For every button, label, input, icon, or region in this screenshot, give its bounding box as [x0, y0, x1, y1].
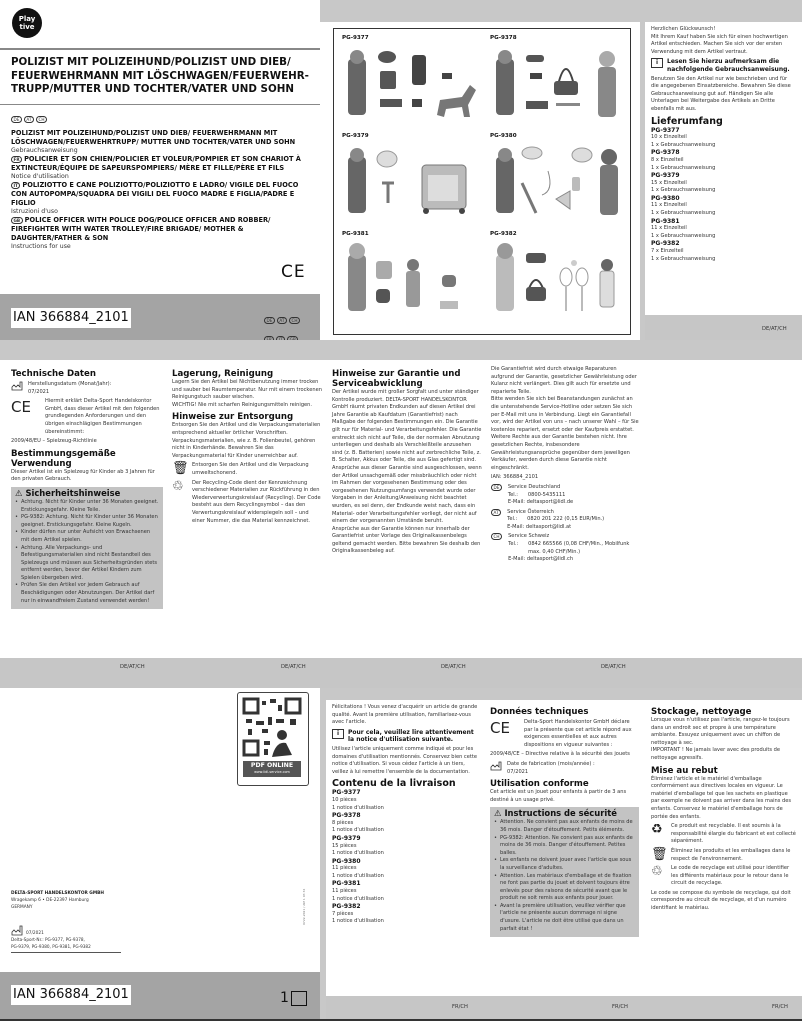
scope-item: 1 x Gebrauchsanweisung: [651, 164, 716, 171]
ce-row: [490, 719, 639, 749]
cover-sub-de: Gebrauchsanweisung: [11, 147, 78, 154]
cover-sub-gb: Instructions for use: [11, 243, 71, 250]
recycle-text: Der Recycling-Code dient der Kennzeichnung verschiedener Materialien zur Rückführung in den Wiederverwertungskreislauf (Recycling). Der Code besteht aus dem Recyclingsymbol – das den Verwertungskreislauf widerspiegeln soll – und einer Nummer, die das Material kennzeichnet.: [192, 479, 321, 524]
lang-badge: GB: [287, 336, 298, 340]
product-figures-image: [490, 45, 630, 131]
service-p2: Bitte wenden Sie sich bei Beanstandungen zunächst an die untenstehende Service-Hotline oder setzen Sie sich per E-Mail mit uns in Verbindung. Liegt ein Garantiefall vor, wird der Artikel von uns – nach unserer Wahl – für Sie kostenlos repariert, ersetzt oder der Kaufpreis erstattet. Weitere Rechte aus der Garantie bestehen nicht. Ihre gesetzlichen Rechte, insbesondere Gewährleistungsansprüche gegenüber dem jeweiligen Verkäufer, werden durch diese Garantie nicht eingeschränkt.: [491, 396, 639, 471]
model-numbers-1: Delta-Sport-Nr.: PG-9377, PG-9378,: [11, 937, 85, 942]
lang-badge: GB: [11, 217, 23, 224]
playtive-logo: [12, 8, 42, 38]
scope-item: 10 x Einzelteil: [651, 134, 687, 141]
factory-icon: [11, 381, 24, 391]
recycle-row: [172, 480, 322, 526]
lang-badges-de: [11, 109, 311, 128]
mfg-date-row: [11, 381, 163, 396]
lang-badge: AT: [24, 116, 34, 123]
scope-item: 10 pièces: [332, 796, 357, 803]
product-figures-image: [342, 45, 482, 131]
tel-label: Tel.:: [508, 541, 519, 548]
scope-item: 7 x Einzelteil: [651, 248, 684, 255]
de-intro-panel: [645, 22, 802, 340]
service-name: Service Schweiz: [508, 533, 550, 540]
ce-icon: CE: [490, 719, 510, 737]
scope-code: PG-9382: [651, 240, 680, 248]
product-code: PG-9378: [490, 35, 517, 41]
safety-item: • Les enfants ne doivent jouer avec l'article que sous la surveillance d'adultes.: [494, 857, 635, 872]
page-footer-lang: DE/AT/CH: [120, 664, 145, 670]
product-code: PG-9381: [342, 231, 369, 237]
product-cell: [490, 231, 630, 327]
lang-badge: IT: [276, 336, 285, 340]
cover-title-fr: POLICIER ET SON CHIEN/POLICIER ET VOLEUR/POMPIER ET SON CHARIOT À EXTINCTEUR/ÉQUIPE DE SAPEURSPOMPIERS/ MÈRE ET FILLE/PÈRE ET FILS: [11, 155, 301, 172]
safety-item: • Attention. Ne convient pas aux enfants de moins de 36 mois. Danger d'étouffement. Petits éléments.: [494, 819, 635, 834]
divider: [0, 48, 320, 50]
company-address: [11, 890, 161, 911]
product-code: PG-9377: [342, 35, 369, 41]
service-phone: 0800-5435111: [527, 491, 566, 498]
care-title: Stockage, nettoyage: [651, 707, 752, 717]
recycle-text-2: Le code se compose du symbole de recyclage, qui doit correspondre au circuit de recyclage, et d'un numéro identifiant le matériau.: [651, 889, 791, 912]
tech-title: Données techniques: [490, 707, 589, 717]
page-footer-lang: FR/CH: [772, 1004, 788, 1010]
scope-item: 15 x Einzelteil: [651, 179, 687, 186]
de-tech-column: [11, 366, 163, 609]
de-service-column: [491, 366, 641, 564]
brand-text: Play tive: [18, 15, 36, 31]
factory-icon: [490, 761, 503, 771]
page-footer-lang: DE/AT/CH: [601, 664, 626, 670]
scope-item: 1 notice d'utilisation: [332, 827, 384, 834]
service-phone: 0842 665566 (0,08 CHF/Min., Mobilfunk max. 0,40 CHF/Min.): [528, 541, 630, 555]
mfg-date: 07/2021: [507, 768, 529, 775]
scope-code: PG-9382: [332, 903, 361, 911]
tel-label: Tel.:: [507, 516, 518, 523]
recycle-row: [651, 865, 796, 888]
mfg-date-row: [490, 761, 639, 776]
pdf-online-label: [243, 761, 301, 777]
service-p1: Die Garantiefrist wird durch etwaige Reparaturen aufgrund der Garantie, gesetzlicher Gewährleistung oder Kulanz nicht verlängert. Dies gilt auch für ersetzte und reparierte Teile.: [491, 366, 637, 395]
care-warning: IMPORTANT ! Ne jamais laver avec des produits de nettoyage agressifs.: [651, 747, 780, 761]
care-text: Lorsque vous n'utilisez pas l'article, rangez-le toujours dans un endroit sec et propre à une température ambiante. Essuyez uniquement avec un chiffon de nettoyage à sec.: [651, 717, 790, 746]
company-country: GERMANY: [11, 905, 33, 910]
lang-badge: CH: [491, 533, 502, 540]
divider: [0, 104, 320, 105]
tel-label: Tel.:: [507, 491, 519, 498]
triman-text: Ce produit est recyclable. Il est soumis à la responsabilité élargie du fabricant et est collecté séparément.: [671, 823, 796, 845]
fr-care-panel: [645, 700, 802, 996]
service-email[interactable]: deltasport@lidl.de: [526, 499, 574, 506]
product-cell: [490, 35, 630, 131]
safety-box: [11, 487, 163, 609]
use-title: Utilisation conforme: [490, 779, 589, 790]
product-cell: [342, 133, 482, 229]
lang-badge: AT: [491, 509, 501, 516]
notice-row: [332, 729, 478, 744]
use-text: Cet article est un jouet pour enfants à partir de 3 ans destiné à un usage privé.: [490, 789, 627, 803]
product-figures-image: [342, 143, 482, 229]
service-email[interactable]: deltasport@lidl.at: [525, 523, 572, 530]
mail-label: E-Mail:: [507, 499, 525, 506]
cover-title-de: POLIZIST MIT POLIZEIHUND/POLIZIST UND DIEB/ FEUERWEHRMANN MIT LÖSCHWAGEN/FEUERWEHRTRUPP/ MUTTER UND TOCHTER/VATER UND SOHN: [11, 129, 296, 146]
cover-title-it: POLIZIOTTO E CANE POLIZIOTTO/POLIZIOTTO E LADRO/ VIGILE DEL FUOCO CON AUTOPOMPA/SQUADRA DEI VIGILI DEL FUOCO MADRE E FIGLIA/PADRE E FIGLIO: [11, 181, 299, 207]
warranty-p1: Der Artikel wurde mit großer Sorgfalt und unter ständiger Kontrolle produziert. DELTA-SPORT HANDELSKONTOR GmbH räumt privaten Endkunden auf diesen Artikel drei Jahre Garantie ab Kaufdatum (Garantiefrist) nach Maßgabe der folgenden Bestimmungen ein. Die Garantie gilt nur für Material- und Verarbeitungsfehler. Die Garantie erstreckt sich nicht auf Teile, die der normalen Abnutzung unterliegen und deshalb als Verschleißteile anzusehen sind (z. B. Batterien) sowie nicht auf zerbrechliche Teile, z. B. Schalter, Akkus oder Teile, die aus Glas gefertigt sind.: [332, 389, 482, 464]
disposal-text: Éliminez l'article et le matériel d'emballage conformément aux directives locales en vigueur. Le matériel d'emballage tel que les sachets en plastique par exemple ne doivent pas arriver dans les mains des enfants. Conservez le matériel d'emballage hors de portée des enfants.: [651, 775, 792, 820]
scope-code: PG-9380: [332, 857, 361, 865]
lang-badge: CH: [36, 116, 47, 123]
footer-band: [326, 996, 802, 1019]
scope-title: Contenu de la livraison: [332, 778, 456, 790]
product-figures-image: [490, 143, 630, 229]
product-code: PG-9380: [490, 133, 517, 139]
pdf-online-url[interactable]: www.lidl-service.com: [254, 770, 290, 774]
scope-item: 11 pièces: [332, 888, 357, 895]
scope-item: 1 x Gebrauchsanweisung: [651, 141, 716, 148]
lang-badge: CH: [289, 317, 300, 324]
scope-item: 11 x Einzelteil: [651, 202, 687, 209]
recycle-text: Le code de recyclage est utilisé pour identifier les différents matériaux pour le retour dans le circuit de recyclage.: [671, 865, 790, 887]
company-street: Wragekamp 6 • DE-22397 Hamburg: [11, 898, 89, 903]
info-book-icon: i: [651, 58, 663, 68]
mfg-label: Date de fabrication (mois/année) :: [507, 760, 595, 767]
scope-item: 8 pièces: [332, 819, 354, 826]
de-warranty-column: [332, 366, 482, 556]
triman-icon: ♻: [651, 822, 663, 838]
factory-icon: [11, 925, 25, 936]
product-figures-image: [490, 241, 630, 327]
contact-at: [491, 509, 641, 532]
scope-code: PG-9380: [651, 194, 680, 202]
scope-code: PG-9379: [332, 834, 361, 842]
cover-panel: [0, 0, 320, 340]
scope-item: 1 x Gebrauchsanweisung: [651, 232, 716, 239]
intro-greeting: Herzlichen Glückwunsch!: [651, 26, 716, 32]
mail-label: E-Mail:: [508, 556, 526, 563]
fr-intro-panel: [326, 700, 484, 996]
product-cell: [490, 133, 630, 229]
cover-title: POLIZIST MIT POLIZEIHUND/POLIZIST UND DIEB/ FEUERWEHRMANN MIT LÖSCHWAGEN/FEUERWEHR-TRUPP/MUTTER UND TOCHTER/VATER UND SOHN: [11, 56, 309, 95]
scope-item: 15 pièces: [332, 842, 357, 849]
intro-text: Félicitations ! Vous venez d'acquérir un article de grande qualité. Avant la première utilisation, familiarisez-vous avec l'article.: [332, 704, 478, 726]
scope-item: 11 x Einzelteil: [651, 225, 687, 232]
safety-item: • Kinder dürfen nur unter Aufsicht von Erwachsenen mit dem Artikel spielen.: [15, 529, 159, 544]
contact-ch: [491, 533, 641, 563]
lang-badge: DE: [491, 484, 502, 491]
tech-title: Technische Daten: [11, 369, 96, 379]
ce-declaration: Hiermit erklärt Delta-Sport Handelskontor GmbH, dass dieser Artikel mit den folgenden grundlegenden Anforderungen und den übrigen einschlägigen Bestimmungen übereinstimmt:: [45, 398, 160, 435]
page-number: 1: [280, 990, 289, 1006]
footer-band: [0, 658, 802, 688]
ce-mark: CE: [281, 262, 306, 282]
safety-item: • Attention. Les matériaux d'emballage et de fixation ne font pas partie du jouet et doivent toujours être enlevés pour des raisons de sécurité avant que le produit ne soit remis aux enfants pour jouer.: [494, 873, 635, 903]
product-code: PG-9379: [342, 133, 369, 139]
scope-item: 8 x Einzelteil: [651, 156, 684, 163]
side-code: 0722-2021 / AM 1 03 34: [302, 888, 306, 925]
bin-row: [651, 848, 796, 863]
mfg-label: Herstellungsdatum (Monat/Jahr):: [28, 381, 112, 387]
service-name: Service Österreich: [507, 508, 554, 515]
scope-code: PG-9377: [332, 789, 361, 797]
lang-badge: DE: [264, 317, 275, 324]
lang-badge: FR: [264, 336, 274, 340]
bin-text: Éliminez les produits et les emballages dans le respect de l'environnement.: [671, 847, 791, 862]
service-phone: 0820 201 222 (0,15 EUR/Min.): [527, 516, 605, 523]
back-mfg-info: [11, 925, 121, 953]
page-footer-lang: DE/AT/CH: [762, 326, 787, 332]
disposal-title: Hinweise zur Entsorgung: [172, 412, 294, 423]
notice-text: Lesen Sie hierzu aufmerksam die nachfolgende Gebrauchsanweisung.: [667, 58, 790, 73]
pdf-online-title: PDF ONLINE: [250, 762, 294, 769]
blank-panel: [645, 360, 802, 658]
disposal-text: Entsorgen Sie den Artikel und die Verpackungsmaterialien entsprechend aktueller örtlicher Vorschriften. Verpackungsmaterialien, wie z. B. Folienbeutel, gehören nicht in Kinderhände. Bewahren Sie das Verpackungsmaterial für Kinder unerreichbar auf.: [172, 422, 321, 459]
care-warning: WICHTIG! Nie mit scharfen Reinigungsmitteln reinigen.: [172, 401, 313, 408]
scope-list: [651, 127, 796, 264]
scope-item: 1 notice d'utilisation: [332, 850, 384, 857]
scope-item: 1 notice d'utilisation: [332, 895, 384, 902]
cover-sub-it: Istruzioni d'uso: [11, 208, 58, 215]
page-footer-lang: FR/CH: [452, 1004, 468, 1010]
cover-sub-fr: Notice d'utilisation: [11, 173, 69, 180]
scope-code: PG-9381: [651, 217, 680, 225]
notice-text: Pour cela, veuillez lire attentivement la notice d'utilisation suivante.: [348, 728, 474, 744]
directive: 2009/48/EU – Spielzeug-Richtlinie: [11, 438, 97, 445]
scope-title: Lieferumfang: [651, 115, 723, 127]
warning-icon: ⚠: [494, 808, 502, 819]
scope-item: 1 x Gebrauchsanweisung: [651, 187, 716, 194]
product-cell: [342, 231, 482, 327]
warranty-p2: Ansprüche aus dieser Garantie sind ausgeschlossen, wenn der Artikel unsachgemäß oder missbräuchlich oder nicht im Rahmen der vorgesehenen Bestimmung oder des vorgesehenen Nutzungsumfangs verwendet wurde oder Vorgaben in der Anleitung/Anweisung nicht beachtet wurden, es sei denn, der Endkunde weist nach, dass ein Material- oder Verarbeitungsfehler vorliegt, der nicht auf einem der vorgenannten Umstände beruht.: [332, 464, 482, 525]
safety-item: • Achtung. Nicht für Kinder unter 36 Monaten geeignet. Erstickungsgefahr. Kleine Teile.: [15, 499, 159, 514]
mfg-date: 07/2021: [26, 931, 44, 936]
scope-item: 11 pièces: [332, 865, 357, 872]
safety-box: [490, 807, 639, 937]
scope-item: 1 x Gebrauchsanweisung: [651, 210, 716, 217]
intro-usage-text: Benutzen Sie den Artikel nur wie beschrieben und für die angegebenen Einsatzbereiche. Bewahren Sie diese Gebrauchsanweisung gut auf. Händigen Sie alle Unterlagen bei Weitergabe des Artikels an Dritte ebenfalls mit aus.: [651, 75, 791, 112]
scope-item: 1 x Gebrauchsanweisung: [651, 255, 716, 262]
directive: 2009/48/CE – Directive relative à la sécurité des jouets: [490, 751, 630, 758]
lang-badge: IT: [11, 182, 20, 189]
lang-badge: FR: [11, 156, 22, 163]
warning-icon: ⚠: [15, 487, 23, 498]
cover-language-blocks: [11, 109, 311, 251]
page-box-icon: [291, 991, 307, 1006]
notice-row: [651, 58, 796, 73]
scope-code: PG-9381: [332, 880, 361, 888]
product-figures-image: [342, 241, 482, 327]
page-footer-lang: DE/AT/CH: [441, 664, 466, 670]
warranty-p3: Ansprüche aus der Garantie können nur innerhalb der Garantiefrist unter Vorlage des Originalkassenbelegs geltend gemacht werden. Bitte bewahren Sie deshalb den Originalkassenbeleg auf.: [332, 525, 481, 555]
scope-code: PG-9378: [332, 812, 361, 820]
safety-item: • Achtung. Alle Verpackungs- und Befestigungsmaterialien sind nicht Bestandteil des Spielzeugs und müssen aus Sicherheitsgründen stets entfernt werden, bevor der Artikel Kindern zum Spielen übergeben wird.: [15, 545, 159, 583]
page-footer-lang: FR/CH: [612, 1004, 628, 1010]
scope-item: 1 notice d'utilisation: [332, 918, 384, 925]
service-ian: IAN: 366884_2101: [491, 474, 539, 481]
use-title: Bestimmungsgemäße Verwendung: [11, 448, 116, 469]
safety-item: • PG-9382: Achtung. Nicht für Kinder unter 36 Monaten geeignet. Erstickungsgefahr. Kleine Kugeln.: [15, 514, 159, 529]
safety-item: • Prüfen Sie den Artikel vor jedem Gebrauch auf Beschädigungen oder Abnutzungen. Der Artikel darf nur in einwandfreiem Zustand verwendet werden!: [15, 582, 159, 605]
scope-item: 1 notice d'utilisation: [332, 872, 384, 879]
mail-label: E-Mail:: [507, 523, 525, 530]
care-title: Lagerung, Reinigung: [172, 369, 274, 379]
service-email[interactable]: deltasport@lidl.ch: [526, 556, 574, 563]
info-book-icon: i: [332, 729, 344, 739]
scope-code: PG-9379: [651, 172, 680, 180]
care-text: Lagern Sie den Artikel bei Nichtbenutzung immer trocken und sauber bei Raumtemperatur. Nur mit einem trockenen Reinigungstuch sauber wischen.: [172, 379, 322, 401]
company-name: DELTA-SPORT HANDELSKONTOR GMBH: [11, 891, 104, 896]
safety-title: Instructions de sécurité: [504, 808, 617, 819]
model-numbers-2: PG-9379, PG-9380, PG-9381, PG-9382: [11, 944, 91, 949]
waste-bin-icon: 🗑: [651, 846, 668, 862]
safety-item: • Avant la première utilisation, veuillez vérifier que l'article ne présente aucun dommage ni signe d'usure. L'article ne doit être utilisé que dans un parfait état !: [494, 903, 635, 933]
safety-item: • PG-9382: Attention. Ne convient pas aux enfants de moins de 36 mois. Danger d'étouffement. Petites balles.: [494, 835, 635, 858]
de-care-column: [172, 366, 322, 527]
use-text: Dieser Artikel ist ein Spielzeug für Kinder ab 3 Jahren für den privaten Gebrauch.: [11, 468, 155, 483]
ce-row: [11, 398, 163, 436]
product-grid: [333, 28, 631, 335]
service-name: Service Deutschland: [507, 483, 561, 490]
mfg-date: 07/2021: [28, 388, 50, 395]
product-cell: [342, 35, 482, 131]
ce-declaration: Delta-Sport Handelskontor GmbH déclare par la présente que cet article répond aux exigences essentielles et aux autres dispositions en vigueur suivantes :: [524, 719, 632, 748]
recycling-icon: ♲: [651, 864, 663, 880]
contact-de: [491, 484, 641, 507]
page-footer-lang: DE/AT/CH: [281, 664, 306, 670]
intro-text: Mit Ihrem Kauf haben Sie sich für einen hochwertigen Artikel entschieden. Machen Sie sich vor der ersten Verwendung mit dem Artikel vertraut.: [651, 33, 788, 55]
ian-label: IAN 366884_2101: [11, 985, 131, 1005]
safety-title: Sicherheitshinweise: [25, 487, 121, 498]
lang-badge: DE: [11, 116, 22, 123]
lang-badge: AT: [277, 317, 287, 324]
scope-code: PG-9378: [651, 149, 680, 157]
fr-tech-panel: [484, 700, 645, 996]
ian-label: IAN 366884_2101: [11, 308, 131, 328]
scope-item: 1 notice d'utilisation: [332, 804, 384, 811]
warranty-title: Hinweise zur Garantie und Serviceabwicklung: [332, 369, 461, 389]
bin-row: [172, 462, 322, 477]
triman-row: [651, 823, 796, 846]
lang-badges-grid: [264, 310, 312, 340]
scope-item: 7 pièces: [332, 910, 354, 917]
ce-icon: CE: [11, 398, 31, 417]
qr-code-box[interactable]: [237, 692, 309, 786]
cover-title-gb: POLICE OFFICER WITH POLICE DOG/POLICE OFFICER AND ROBBER/ FIREFIGHTER WITH WATER TROLLEY/FIRE BRIGADE/ MOTHER & DAUGHTER/FATHER & SON: [11, 216, 271, 242]
product-code: PG-9382: [490, 231, 517, 237]
waste-bin-icon: 🗑: [172, 461, 189, 477]
scope-list: [332, 789, 478, 926]
qr-code-icon: [242, 697, 302, 757]
scope-code: PG-9377: [651, 126, 680, 134]
disposal-title: Mise au rebut: [651, 765, 718, 776]
intro-usage-text: Utilisez l'article uniquement comme indiqué et pour les domaines d'utilisation mentionnés. Conservez bien cette notice d'utilisation. Si vous cédez l'article à un tiers, veillez à lui remettre l'ensemble de la documentation.: [332, 745, 477, 775]
recycling-icon: ♲: [172, 478, 184, 494]
bin-text: Entsorgen Sie den Artikel und die Verpackung umweltschonend.: [192, 462, 309, 476]
